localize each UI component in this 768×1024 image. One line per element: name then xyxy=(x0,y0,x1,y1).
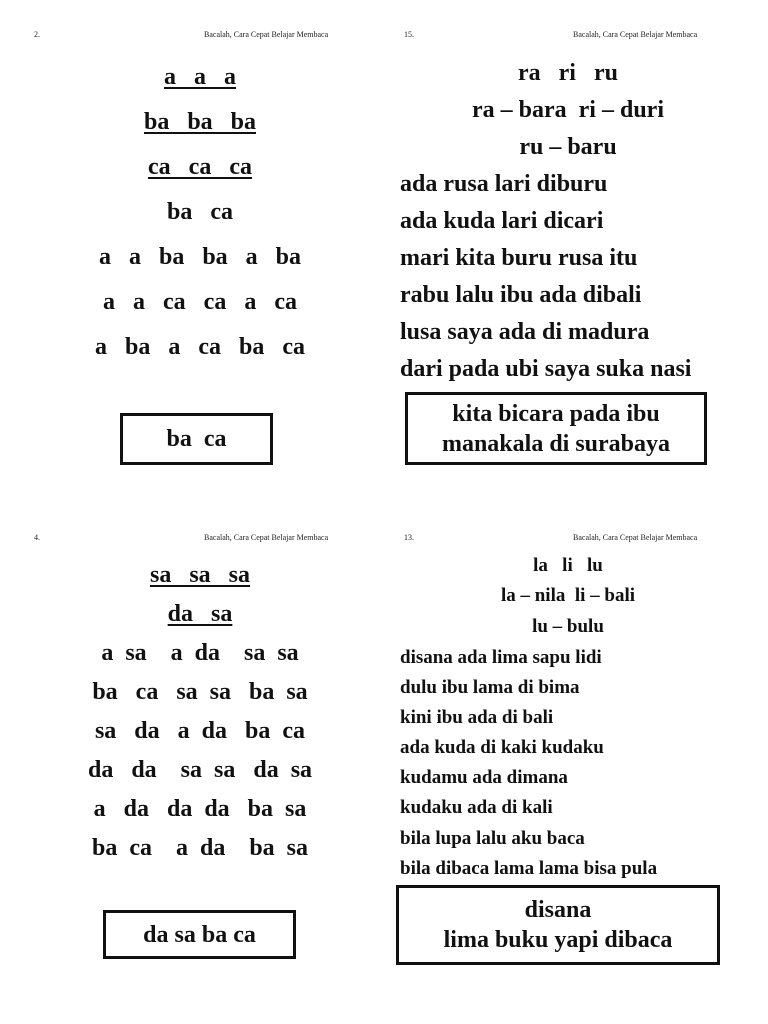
syllable-line: a da da da ba sa xyxy=(93,796,307,822)
summary-box xyxy=(103,910,296,959)
sentence-line: ada kuda lari dicari xyxy=(400,208,604,234)
sentence-line: dari pada ubi saya suka nasi xyxy=(400,356,692,382)
sentence-line: rabu lalu ibu ada dibali xyxy=(400,282,642,308)
sentence-line: disana ada lima sapu lidi xyxy=(400,647,602,668)
box-line: da sa ba ca xyxy=(143,921,256,948)
syllable-line: da sa xyxy=(167,601,233,627)
syllable-line: ba ca xyxy=(167,199,233,225)
syllable-line: sa da a da ba ca xyxy=(94,718,306,744)
syllable-line: ru – baru xyxy=(519,134,617,160)
page-header-title: Bacalah, Cara Cepat Belajar Membaca xyxy=(573,533,698,542)
syllable-line: da da sa sa da sa xyxy=(87,757,313,783)
syllable-line: ba ba ba xyxy=(143,109,257,135)
page-header-title: Bacalah, Cara Cepat Belajar Membaca xyxy=(204,533,329,542)
sentence-line: ada kuda di kaki kudaku xyxy=(400,737,604,758)
sentence-line: bila dibaca lama lama bisa pula xyxy=(400,858,658,879)
syllable-line: ra – bara ri – duri xyxy=(472,97,664,123)
syllable-line: ra ri ru xyxy=(518,60,618,86)
sentence-line: kini ibu ada di bali xyxy=(400,707,554,728)
page-number: 13. xyxy=(404,533,414,542)
page-number: 4. xyxy=(34,533,40,542)
box-line: manakala di surabaya xyxy=(441,430,671,457)
syllable-line: sa sa sa xyxy=(149,562,251,588)
box-line: kita bicara pada ibu xyxy=(452,400,660,427)
box-line: disana xyxy=(524,897,592,923)
syllable-line: a sa a da sa sa xyxy=(101,640,299,666)
sentence-line: kudaku ada di kali xyxy=(400,797,553,818)
sentence-line: dulu ibu lama di bima xyxy=(400,677,580,698)
sentence-line: mari kita buru rusa itu xyxy=(400,245,638,271)
syllable-line: ba ca a da ba sa xyxy=(91,835,309,861)
page-header-title: Bacalah, Cara Cepat Belajar Membaca xyxy=(573,30,698,39)
sentence-line: lusa saya ada di madura xyxy=(400,319,650,345)
syllable-line: a a ca ca a ca xyxy=(103,289,297,315)
box-line: ba ca xyxy=(166,426,227,452)
sentence-line: ada rusa lari diburu xyxy=(400,171,608,197)
sentence-line: bila lupa lalu aku baca xyxy=(400,828,585,849)
sentence-line: kudamu ada dimana xyxy=(400,767,568,788)
syllable-line: a a ba ba a ba xyxy=(98,244,302,270)
page-header-title: Bacalah, Cara Cepat Belajar Membaca xyxy=(204,30,329,39)
syllable-line: la li lu xyxy=(533,555,603,576)
syllable-line: ba ca sa sa ba sa xyxy=(92,679,308,705)
syllable-line: a ba a ca ba ca xyxy=(95,334,305,360)
page-number: 15. xyxy=(404,30,414,39)
page-number: 2. xyxy=(34,30,40,39)
syllable-line: lu – bulu xyxy=(532,616,604,637)
syllable-line: a a a xyxy=(164,64,236,90)
syllable-line: ca ca ca xyxy=(148,154,252,180)
box-line: lima buku yapi dibaca xyxy=(443,927,673,953)
summary-box xyxy=(405,392,707,465)
syllable-line: la – nila li – bali xyxy=(500,585,636,606)
summary-box xyxy=(396,885,720,965)
summary-box xyxy=(120,413,273,465)
